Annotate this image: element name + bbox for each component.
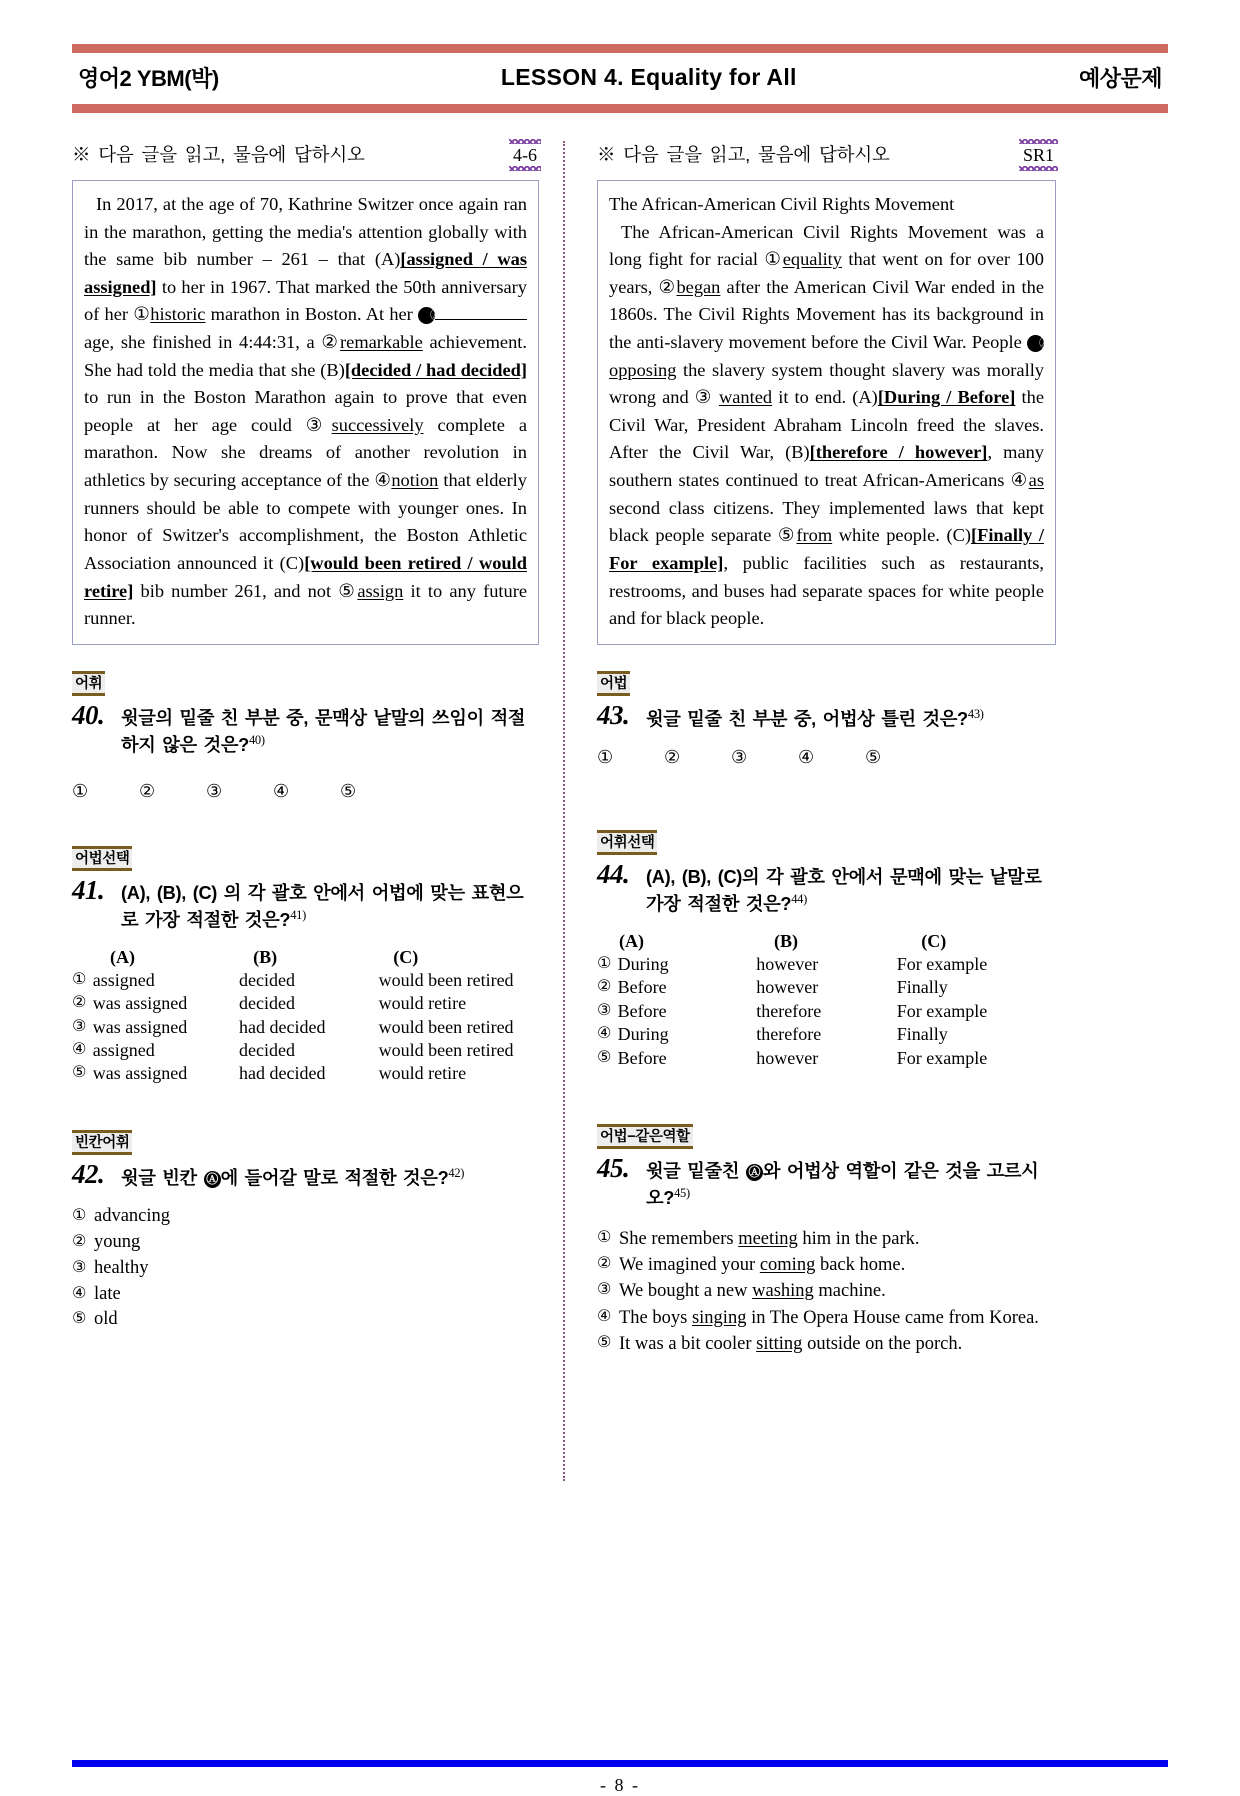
table-row[interactable] — [597, 953, 1056, 976]
underlined-1: equality — [782, 249, 842, 270]
list-item[interactable] — [72, 1307, 539, 1333]
q41-row4-num: ④ — [72, 1039, 87, 1059]
question-40-tag: 어휘 — [72, 671, 105, 696]
q41-row5-c: would retire — [378, 1063, 467, 1084]
q41-col-c: (C) — [393, 946, 419, 967]
q44-row5-c: For example — [896, 1047, 988, 1068]
q44-row3-num: ③ — [597, 999, 612, 1019]
question-45-text: 윗글 밑줄친 Ⓐ 와 어법상 역할이 같은 것을 고르시오?$^{45)}$ — [646, 1161, 1039, 1209]
question-43-footnote: 43) — [967, 706, 984, 721]
underlined-3: wanted — [718, 387, 773, 408]
q45-opt4-text: The boys singing in The Opera House came from Korea. — [619, 1307, 1039, 1328]
q44-col-a: (A) — [619, 930, 644, 951]
question-45-number: 45. — [597, 1153, 630, 1184]
blank-marker-a: Ⓐ — [1027, 335, 1044, 352]
q44-row2-a: Before — [617, 977, 667, 998]
q44-row2-num: ② — [597, 976, 612, 996]
left-source-mark: 4-6 — [513, 145, 537, 165]
q40-choice-2[interactable]: ② — [139, 780, 156, 802]
q42-opt2-num: ② — [72, 1230, 87, 1250]
q41-row1-c: would been retired — [378, 969, 514, 990]
q44-row4-b: therefore — [756, 1024, 822, 1045]
question-41-text: (A), (B), (C) 의 각 괄호 안에서 어법에 맞는 표현으로 가장 적절한 것은?$^{41)}$ — [121, 882, 524, 930]
q45-opt2-num: ② — [597, 1253, 612, 1273]
q42-opt1-text: advancing — [94, 1205, 171, 1226]
header-rule-top — [72, 44, 1168, 53]
q40-choice-3[interactable]: ③ — [206, 780, 223, 802]
q43-choice-4[interactable]: ④ — [798, 746, 815, 768]
q44-row3-c: For example — [896, 1000, 988, 1021]
question-41-number: 41. — [72, 874, 105, 905]
question-45-footnote: 45) — [674, 1185, 690, 1200]
choice-bracket-b: [decided / had decided] — [344, 359, 527, 380]
q41-row5-num: ⑤ — [72, 1062, 87, 1082]
right-passage-box — [597, 180, 1056, 645]
q43-choice-3[interactable]: ③ — [731, 746, 748, 768]
underlined-word: singing — [691, 1307, 747, 1328]
blank-marker-a-ref: Ⓐ — [204, 1171, 221, 1188]
q41-row4-c: would been retired — [378, 1040, 514, 1061]
header-bar — [72, 53, 1168, 104]
question-43 — [597, 671, 1056, 768]
choice-bracket-c: [would been retired / would retire] — [84, 552, 527, 601]
underlined-3: successively — [331, 414, 424, 435]
question-41-head — [72, 876, 539, 934]
question-44-tag: 어휘선택 — [597, 830, 657, 855]
q44-row2-b: however — [756, 977, 819, 998]
left-instruction-row — [72, 141, 539, 167]
question-43-text: 윗글 밑줄 친 부분 중, 어법상 틀린 것은?$^{43)}$ — [646, 706, 984, 729]
table-row[interactable] — [72, 992, 539, 1015]
q40-choice-5[interactable]: ⑤ — [340, 780, 357, 802]
question-44-table — [597, 930, 1056, 1070]
question-44-text: (A), (B), (C)의 각 괄호 안에서 문맥에 맞는 낱말로 가장 적절한 것은?$^{44)}$ — [646, 866, 1042, 914]
q44-row1-a: During — [617, 954, 669, 975]
q42-opt4-num: ④ — [72, 1282, 87, 1302]
q42-opt5-text: old — [94, 1309, 118, 1330]
question-45-tag: 어법−같은역할 — [597, 1124, 693, 1149]
underlined-word: meeting — [738, 1228, 798, 1249]
q40-choice-1[interactable]: ① — [72, 780, 89, 802]
q41-row2-b: decided — [238, 993, 295, 1014]
q44-row4-num: ④ — [597, 1023, 612, 1043]
q44-row1-b: however — [756, 954, 819, 975]
blank-marker-a: Ⓐ — [418, 307, 435, 324]
question-42 — [72, 1130, 539, 1333]
right-source-mark: SR1 — [1022, 145, 1054, 165]
question-42-tag: 빈칸어휘 — [72, 1130, 132, 1155]
list-item[interactable] — [72, 1204, 539, 1230]
underlined-word: sitting — [756, 1333, 803, 1354]
header-subject: 영어2 YBM(박) — [78, 66, 219, 91]
q42-opt5-num: ⑤ — [72, 1308, 87, 1328]
table-row[interactable] — [597, 1047, 1056, 1070]
question-44-footnote: 44) — [791, 891, 807, 906]
q41-row3-a: was assigned — [92, 1016, 188, 1037]
choice-bracket-a: [During / Before] — [877, 387, 1016, 408]
question-42-footnote: 42) — [448, 1165, 465, 1180]
question-40 — [72, 671, 539, 802]
q41-row5-a: was assigned — [92, 1063, 188, 1084]
header-doc-type: 예상문제 — [1078, 66, 1162, 91]
q45-opt5-num: ⑤ — [597, 1331, 612, 1351]
q45-opt5-text: It was a bit cooler sitting outside on the porch. — [619, 1333, 963, 1354]
q42-opt3-num: ③ — [72, 1256, 87, 1276]
question-42-options — [72, 1204, 539, 1333]
q41-row2-num: ② — [72, 992, 87, 1012]
underlined-2: remarkable — [340, 332, 423, 353]
q41-row3-num: ③ — [72, 1015, 87, 1035]
table-row[interactable] — [72, 1062, 539, 1085]
q43-choice-5[interactable]: ⑤ — [865, 746, 882, 768]
footer-rule — [72, 1760, 1168, 1767]
question-44-head — [597, 860, 1056, 918]
list-item[interactable] — [72, 1282, 539, 1308]
q45-opt1-num: ① — [597, 1226, 612, 1246]
underlined-4: notion — [391, 470, 439, 491]
q44-col-b: (B) — [774, 930, 799, 951]
q41-row4-a: assigned — [92, 1040, 155, 1061]
q44-row2-c: Finally — [896, 977, 948, 998]
question-42-text: 윗글 빈칸 Ⓐ 에 들어갈 말로 적절한 것은?$^{42)}$ — [121, 1165, 465, 1189]
q43-choice-1[interactable]: ① — [597, 746, 614, 768]
q44-row3-b: therefore — [756, 1000, 822, 1021]
choice-bracket-c: [Finally / For example] — [609, 525, 1044, 573]
right-passage-title: The African-American Civil Rights Movement — [609, 194, 955, 214]
q41-row2-a: was assigned — [92, 993, 188, 1014]
underlined-2: began — [676, 276, 721, 297]
left-passage-box — [72, 180, 539, 645]
worksheet-page — [0, 44, 1240, 1796]
q44-row5-num: ⑤ — [597, 1046, 612, 1066]
right-passage-text: The African-American Civil Rights Movement was a long fight for racial ①equality that went on for over 100 years, ②began after the American Civil War ended in the 1860s. The Civil Rights Movement has its background in the anti-slavery movement before the Civil War. People Ⓐopposing the slavery system thought slavery was morally wrong and ③ wanted it to end. (A)[During / Before] the Civil War, President Abraham Lincoln freed the slaves. After the Civil War, (B)[therefore / however], many southern states continued to treat African-Americans ④as second class citizens. They implemented laws that kept black people separate ⑤from white people. (C)[Finally / For example], public facilities such as restaurants, restrooms, and buses had separate spaces for white people and for black people. — [609, 221, 1052, 629]
q41-row5-b: had decided — [238, 1063, 326, 1084]
q40-choice-4[interactable]: ④ — [273, 780, 290, 802]
footer — [72, 1760, 1168, 1796]
left-column — [72, 141, 561, 1481]
table-row[interactable] — [597, 1023, 1056, 1046]
table-row[interactable] — [72, 969, 539, 992]
question-42-number: 42. — [72, 1158, 105, 1189]
underlined-5: from — [796, 525, 833, 546]
q45-opt3-num: ③ — [597, 1279, 612, 1299]
question-40-footnote: 40) — [248, 732, 265, 747]
q44-row4-a: During — [617, 1024, 669, 1045]
q41-col-b: (B) — [253, 946, 278, 967]
list-item[interactable] — [597, 1305, 1056, 1331]
header-rule-bottom — [72, 104, 1168, 113]
q42-opt3-text: healthy — [94, 1257, 149, 1278]
underlined-word: coming — [759, 1255, 816, 1276]
q44-row3-a: Before — [617, 1000, 667, 1021]
q44-row5-b: however — [756, 1047, 819, 1068]
q41-table-header — [72, 946, 539, 969]
question-40-choices — [72, 781, 539, 802]
question-43-number: 43. — [597, 699, 630, 730]
q41-row1-a: assigned — [92, 969, 155, 990]
table-row[interactable] — [72, 1016, 539, 1039]
table-row[interactable] — [72, 1039, 539, 1062]
q42-opt1-num: ① — [72, 1204, 87, 1224]
question-43-head — [597, 701, 1056, 733]
q45-opt2-text: We imagined your coming back home. — [619, 1255, 906, 1276]
two-column-body — [72, 141, 1168, 1481]
question-41-table — [72, 946, 539, 1086]
question-45-options — [597, 1226, 1056, 1357]
right-instruction-row — [597, 141, 1056, 167]
choice-bracket-b: [therefore / however] — [809, 442, 988, 463]
underlined-5: assign — [357, 580, 404, 601]
question-40-text: 윗글의 밑줄 친 부분 중, 문맥상 낱말의 쓰임이 적절하지 않은 것은?$^{40)}$ — [121, 707, 526, 755]
left-passage-text: In 2017, at the age of 70, Kathrine Switzer once again ran in the marathon, getting the media's attention globally with the same bib number ‒ 261 ‒ that (A)[assigned / was assigned] to her in 1967. That marked the 50th anniversary of her ①historic marathon in Boston. At her Ⓐ age, she finished in 4:44:31, a ②remarkable achievement. She had told the media that she (B)[decided / had decided] to run in the Boston Marathon again to prove that even people at her age could ③successively complete a marathon. Now she dreams of another revolution in athletics by securing acceptance of the ④notion that elderly runners should be able to compete with younger ones. In honor of Switzer's accomplishment, the Boston Athletic Association announced it (C)[would been retired / would retire] bib number 261, and not ⑤assign it to any future runner. — [84, 194, 528, 629]
list-item[interactable] — [72, 1230, 539, 1256]
blank-line — [435, 319, 527, 320]
underlined-1: historic — [150, 304, 206, 325]
q45-opt3-text: We bought a new washing machine. — [619, 1281, 886, 1302]
question-41-footnote: 41) — [290, 907, 306, 922]
q41-row1-b: decided — [238, 969, 295, 990]
underlined-opposing: opposing — [609, 359, 677, 380]
list-item[interactable] — [597, 1252, 1056, 1278]
list-item[interactable] — [597, 1226, 1056, 1252]
underlined-word: washing — [752, 1281, 814, 1302]
list-item[interactable] — [72, 1256, 539, 1282]
q44-col-c: (C) — [921, 930, 947, 951]
q44-row1-c: For example — [896, 954, 988, 975]
question-40-head — [72, 701, 539, 759]
q45-opt1-text: She remembers meeting him in the park. — [619, 1228, 920, 1249]
q41-col-a: (A) — [110, 946, 135, 967]
column-divider — [563, 141, 565, 1481]
question-41 — [72, 846, 539, 1086]
q44-row4-c: Finally — [896, 1024, 948, 1045]
question-44 — [597, 830, 1056, 1070]
q42-opt4-text: late — [94, 1283, 121, 1304]
q41-row3-b: had decided — [238, 1016, 326, 1037]
q41-row1-num: ① — [72, 968, 87, 988]
blank-marker-a-ref: Ⓐ — [746, 1164, 763, 1181]
left-instruction: ※ 다음 글을 읽고, 물음에 답하시오 — [72, 144, 365, 165]
q41-row3-c: would been retired — [378, 1016, 514, 1037]
q43-choice-2[interactable]: ② — [664, 746, 681, 768]
choice-bracket-a: [assigned / was assigned] — [84, 249, 527, 297]
underlined-4: as — [1028, 470, 1044, 491]
q44-row5-a: Before — [617, 1047, 667, 1068]
question-41-tag: 어법선택 — [72, 846, 132, 871]
right-column — [567, 141, 1056, 1481]
q41-row2-c: would retire — [378, 993, 467, 1014]
question-43-tag: 어법 — [597, 671, 630, 696]
question-42-head — [72, 1160, 539, 1192]
right-instruction: ※ 다음 글을 읽고, 물음에 답하시오 — [597, 144, 890, 165]
q44-row1-num: ① — [597, 953, 612, 973]
list-item[interactable] — [597, 1278, 1056, 1304]
question-40-number: 40. — [72, 699, 105, 730]
table-row[interactable] — [597, 1000, 1056, 1023]
q42-opt2-text: young — [94, 1231, 141, 1252]
q41-row4-b: decided — [238, 1040, 295, 1061]
page-number: - 8 - — [600, 1775, 640, 1795]
question-45 — [597, 1124, 1056, 1357]
table-row[interactable] — [597, 976, 1056, 999]
question-43-choices — [597, 747, 1056, 768]
question-44-number: 44. — [597, 858, 630, 889]
list-item[interactable] — [597, 1331, 1056, 1357]
q44-table-header — [597, 930, 1056, 953]
q45-opt4-num: ④ — [597, 1305, 612, 1325]
question-45-head — [597, 1154, 1056, 1212]
page-title: LESSON 4. Equality for All — [500, 64, 797, 90]
